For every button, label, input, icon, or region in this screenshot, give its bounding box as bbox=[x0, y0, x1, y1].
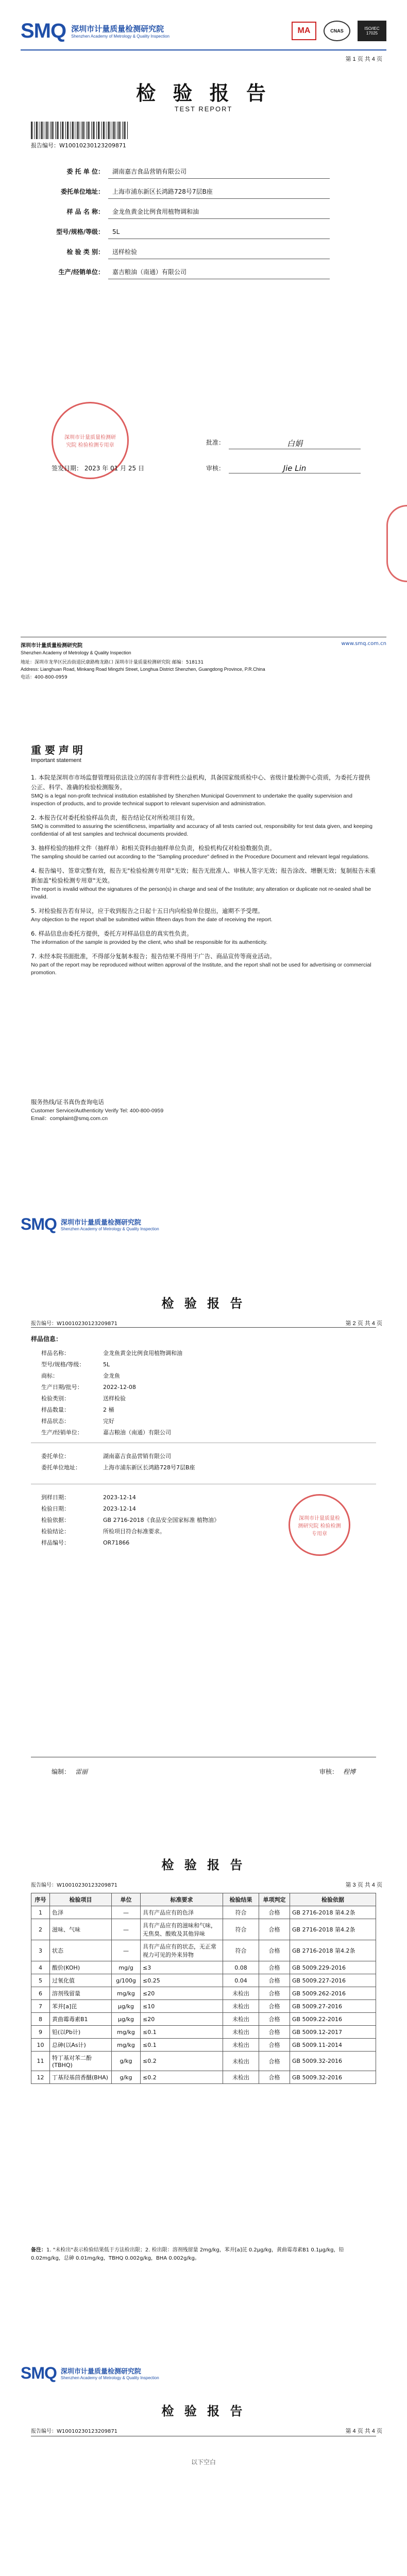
table-cell-judge: 合格 bbox=[259, 2071, 290, 2084]
page4-page-number: 第 4 页 共 4 页 bbox=[345, 2428, 382, 2434]
cma-mark bbox=[292, 22, 316, 40]
barcode bbox=[31, 122, 129, 139]
sample-field bbox=[41, 1359, 182, 1370]
field-value: 金龙鱼黄金比例食用植物调和油 bbox=[108, 205, 330, 219]
sample-field bbox=[41, 1370, 182, 1382]
table-cell-item: 苯并[a]芘 bbox=[50, 2000, 112, 2013]
table-cell-req: ≤0.1 bbox=[141, 2039, 223, 2052]
sample-field-label: 样品名称： bbox=[41, 1350, 70, 1357]
table-cell-no: 2 bbox=[31, 1919, 50, 1940]
footer-address-cn: 地址：深圳市龙华区民治街道民康路梅龙路口 深圳市计量质量检测研究院 邮编：518131 bbox=[21, 660, 204, 665]
table-cell-unit: g/kg bbox=[112, 2071, 141, 2084]
table-row bbox=[31, 1987, 376, 2000]
table-cell-judge: 合格 bbox=[259, 2026, 290, 2039]
field-value: 湖南嘉吉食品营销有限公司 bbox=[108, 165, 330, 179]
notice-item-cn: 7. 未经本院书面批准，不得部分复制本报告；报告结果不得用于广告、商品宣传等商业活动。 bbox=[31, 953, 276, 960]
page2-rule bbox=[31, 1327, 376, 1328]
test-field-label: 检验依据： bbox=[41, 1517, 70, 1523]
table-row bbox=[31, 2071, 376, 2084]
client-field bbox=[41, 1462, 195, 1473]
table-cell-result: 未检出 bbox=[223, 2000, 259, 2013]
field-label: 委托单位地址： bbox=[60, 188, 104, 195]
table-cell-method: GB 5009.11-2014 bbox=[290, 2039, 376, 2052]
cover-header bbox=[21, 15, 386, 46]
field-label: 委 托 单 位： bbox=[66, 168, 104, 175]
review-label: 审核： bbox=[206, 465, 225, 472]
client-field-label: 委托单位： bbox=[41, 1453, 70, 1460]
prep-block: 编制： 雷丽 bbox=[52, 1768, 88, 1775]
test-field bbox=[41, 1526, 219, 1537]
page4-header bbox=[21, 2365, 159, 2381]
table-cell-result: 未检出 bbox=[223, 2071, 259, 2084]
cover-field-test-type bbox=[31, 245, 330, 259]
table-row bbox=[31, 2000, 376, 2013]
sample-field-label: 型号/规格/等级： bbox=[41, 1361, 85, 1368]
institute-logo: SMQ bbox=[21, 1215, 57, 1233]
table-cell-req: ≤3 bbox=[141, 1961, 223, 1974]
sample-field-value: 完好 bbox=[103, 1418, 114, 1425]
table-row bbox=[31, 1961, 376, 1974]
cover-side-seal bbox=[386, 505, 407, 582]
table-cell-method: GB 5009.229-2016 bbox=[290, 1961, 376, 1974]
table-cell-unit: mg/kg bbox=[112, 2039, 141, 2052]
sample-field-value: 金龙鱼黄金比例食用植物调和油 bbox=[103, 1350, 182, 1357]
cover-fields bbox=[31, 165, 330, 279]
notice-item bbox=[31, 929, 376, 946]
sample-field-label: 生产日期/批号： bbox=[41, 1384, 83, 1391]
table-cell-no: 7 bbox=[31, 2000, 50, 2013]
page4-end-text: 以下空白 bbox=[191, 2459, 216, 2466]
table-cell-unit: μg/kg bbox=[112, 2013, 141, 2026]
client-field-value: 湖南嘉吉食品营销有限公司 bbox=[103, 1453, 171, 1460]
approve-label: 批准： bbox=[206, 439, 225, 446]
col-header: 检验结果 bbox=[223, 1893, 259, 1906]
table-cell-req: ≤0.2 bbox=[141, 2052, 223, 2071]
table-cell-method: GB 5009.227-2016 bbox=[290, 1974, 376, 1987]
table-row bbox=[31, 1974, 376, 1987]
table-cell-judge: 合格 bbox=[259, 1940, 290, 1961]
table-cell-no: 6 bbox=[31, 1987, 50, 2000]
table-cell-unit: μg/kg bbox=[112, 2000, 141, 2013]
report-number: W10010230123209871 bbox=[59, 142, 126, 149]
col-header: 单项判定 bbox=[259, 1893, 290, 1906]
table-cell-item: 总砷(以As计) bbox=[50, 2039, 112, 2052]
field-label: 型号/规格/等级： bbox=[56, 228, 104, 235]
inspection-seal-text: 深圳市计量质量检测研究院 检验检测专用章 bbox=[64, 435, 116, 448]
notice-item-en: No part of the report may be reproduced without written approval of the Institute, and the report shall not be used for advertising or commercial promotion. bbox=[31, 962, 371, 976]
table-cell-result: 0.04 bbox=[223, 1974, 259, 1987]
cover-title: 检 验 报 告 bbox=[136, 82, 271, 105]
table-row bbox=[31, 2026, 376, 2039]
sample-field-label: 样品数量： bbox=[41, 1406, 70, 1413]
table-cell-result: 符合 bbox=[223, 1906, 259, 1919]
col-header: 单位 bbox=[112, 1893, 141, 1906]
table-cell-result: 0.08 bbox=[223, 1961, 259, 1974]
table-cell-result: 未检出 bbox=[223, 2026, 259, 2039]
table-cell-item: 黄曲霉毒素B1 bbox=[50, 2013, 112, 2026]
table-cell-no: 9 bbox=[31, 2026, 50, 2039]
page2-page-number: 第 2 页 共 4 页 bbox=[345, 1320, 382, 1327]
table-cell-req: ≤0.2 bbox=[141, 2071, 223, 2084]
cover-field-client-address bbox=[31, 185, 330, 199]
cover-header-rule bbox=[21, 49, 386, 50]
table-cell-method: GB 2716-2018 第4.2条 bbox=[290, 1919, 376, 1940]
table-cell-req: 具有产品应有的色泽 bbox=[141, 1906, 223, 1919]
page2-seal-text: 深圳市计量质量检测研究院 检验检测专用章 bbox=[298, 1515, 341, 1537]
table-cell-item: 铅(以Pb计) bbox=[50, 2026, 112, 2039]
sample-field-label: 检验类别： bbox=[41, 1395, 70, 1402]
client-field-value: 上海市浦东新区长鸿路728号7层B座 bbox=[103, 1464, 195, 1471]
review-signature: Jie Lin bbox=[229, 464, 361, 473]
table-cell-judge: 合格 bbox=[259, 1987, 290, 2000]
notice-item bbox=[31, 952, 376, 977]
approve-signature: 白娟 bbox=[229, 438, 361, 449]
sign-date-block bbox=[52, 464, 144, 472]
notice-item-en: The sampling should be carried out according to the "Sampling procedure" defined in the Procedure Document and relevant legal regulations. bbox=[31, 854, 370, 860]
test-field-label: 检验结论： bbox=[41, 1528, 70, 1535]
table-cell-unit: g/kg bbox=[112, 2052, 141, 2071]
check-block: 审核： 程博 bbox=[319, 1768, 355, 1775]
page4-report-no: 报告编号：W10010230123209871 bbox=[31, 2429, 118, 2434]
table-cell-item: 色泽 bbox=[50, 1906, 112, 1919]
page2-signatures bbox=[52, 1767, 355, 1776]
table-cell-unit: g/100g bbox=[112, 1974, 141, 1987]
sample-field bbox=[41, 1382, 182, 1393]
notice-item-cn: 6. 样品信息由委托方提供，委托方对样品信息的真实性负责。 bbox=[31, 930, 193, 937]
page4-title: 检 验 报 告 bbox=[161, 2404, 246, 2418]
sample-field-value: 2022-12-08 bbox=[103, 1384, 136, 1391]
cover-page-number: 第 1 页 共 4 页 bbox=[345, 56, 382, 62]
table-cell-method: GB 5009.32-2016 bbox=[290, 2071, 376, 2084]
sample-field-value: 送样检验 bbox=[103, 1395, 126, 1402]
table-row bbox=[31, 2013, 376, 2026]
table-cell-no: 3 bbox=[31, 1940, 50, 1961]
test-field bbox=[41, 1537, 219, 1549]
col-header: 序号 bbox=[31, 1893, 50, 1906]
test-field-value: GB 2716-2018《食品安全国家标准 植物油》 bbox=[103, 1517, 220, 1523]
page2-seal bbox=[289, 1494, 350, 1556]
notice-title-en: Important statement bbox=[31, 757, 81, 764]
sample-field-value: 金龙鱼 bbox=[103, 1372, 120, 1379]
test-fields bbox=[41, 1492, 219, 1549]
table-cell-item: 溶剂残留量 bbox=[50, 1987, 112, 2000]
field-value: 5L bbox=[108, 225, 330, 239]
page2-title: 检 验 报 告 bbox=[161, 1296, 246, 1311]
table-cell-result: 未检出 bbox=[223, 2013, 259, 2026]
notice-item bbox=[31, 773, 376, 808]
page2-report-no: 报告编号：W10010230123209871 bbox=[31, 1321, 118, 1327]
table-cell-no: 5 bbox=[31, 1974, 50, 1987]
institute-name-cn: 深圳市计量质量检测研究院 bbox=[60, 2368, 141, 2376]
table-cell-judge: 合格 bbox=[259, 1974, 290, 1987]
sample-section-title: 样品信息： bbox=[31, 1335, 62, 1343]
col-header: 检验依据 bbox=[290, 1893, 376, 1906]
notice-item bbox=[31, 843, 376, 861]
sample-field bbox=[41, 1393, 182, 1404]
cnas-label: CNAS bbox=[330, 28, 344, 33]
cover-page bbox=[0, 0, 407, 706]
table-cell-item: 丁基羟基茴香醚(BHA) bbox=[50, 2071, 112, 2084]
notice-item-cn: 4. 报告编号、签章完整有效，报告无"检验检测专用章"无效；报告无批准人、审核人签字无效；报告涂改、增删无效；复制报告未重新加盖"检验检测专用章"无效。 bbox=[31, 867, 376, 884]
test-field-value: 2023-12-14 bbox=[103, 1494, 136, 1501]
table-cell-judge: 合格 bbox=[259, 1919, 290, 1940]
cover-title-en: TEST REPORT bbox=[174, 105, 233, 113]
notice-item bbox=[31, 813, 376, 838]
test-field-value: OR71866 bbox=[103, 1539, 130, 1546]
notice-item-en: Any objection to the report shall be submitted within fifteen days from the date of receiving the report. bbox=[31, 917, 273, 923]
institute-name-cn: 深圳市计量质量检测研究院 bbox=[60, 1219, 141, 1227]
iso-label: ISO/IEC 17025 bbox=[364, 26, 380, 36]
test-field-label: 检验日期： bbox=[41, 1505, 70, 1512]
sign-date: 2023 年 01 月 25 日 bbox=[84, 465, 144, 472]
prep-signature: 雷丽 bbox=[75, 1768, 88, 1775]
review-block bbox=[206, 464, 361, 473]
prep-label: 编制 bbox=[52, 1768, 64, 1775]
table-cell-method: GB 2716-2018 第4.2条 bbox=[290, 1940, 376, 1961]
table-cell-req: ≤20 bbox=[141, 1987, 223, 2000]
table-cell-result: 未检出 bbox=[223, 1987, 259, 2000]
footer-name-en: Shenzhen Academy of Metrology & Quality Inspection bbox=[21, 650, 131, 655]
check-label: 审核 bbox=[319, 1768, 332, 1775]
table-cell-req: ≤0.25 bbox=[141, 1974, 223, 1987]
table-cell-no: 12 bbox=[31, 2071, 50, 2084]
table-cell-item: 滋味、气味 bbox=[50, 1919, 112, 1940]
report-number-label: 报告编号： bbox=[31, 142, 59, 149]
table-cell-result: 未检出 bbox=[223, 2039, 259, 2052]
notice-contact bbox=[31, 1097, 163, 1123]
sample-field-label: 样品状态： bbox=[41, 1418, 70, 1425]
field-label: 检 验 类 别： bbox=[66, 248, 104, 256]
field-label: 样 品 名 称： bbox=[66, 208, 104, 215]
institute-name-en: Shenzhen Academy of Metrology & Quality Inspection bbox=[60, 2376, 159, 2380]
sample-field-value: 5L bbox=[103, 1361, 110, 1368]
test-field bbox=[41, 1515, 219, 1526]
table-cell-judge: 合格 bbox=[259, 2000, 290, 2013]
table-cell-item: 特丁基对苯二酚(TBHQ) bbox=[50, 2052, 112, 2071]
table-cell-unit: mg/g bbox=[112, 1961, 141, 1974]
table-cell-req: ≤0.1 bbox=[141, 2026, 223, 2039]
table-cell-unit: mg/kg bbox=[112, 2026, 141, 2039]
table-row bbox=[31, 1919, 376, 1940]
page3-title: 检 验 报 告 bbox=[161, 1858, 246, 1872]
table-row bbox=[31, 1940, 376, 1961]
table-cell-no: 11 bbox=[31, 2052, 50, 2071]
sign-date-label: 签发日期： bbox=[52, 465, 83, 472]
notice-item-en: SMQ is a legal non-profit technical institution established by Shenzhen Municipal Government to undertake the quality supervision and inspection of products, and to provide technical support to relevant supervision and administration. bbox=[31, 793, 352, 807]
table-cell-method: GB 5009.22-2016 bbox=[290, 2013, 376, 2026]
table-cell-method: GB 5009.32-2016 bbox=[290, 2052, 376, 2071]
field-label: 生产/经销单位： bbox=[58, 268, 104, 276]
cma-label: MA bbox=[297, 26, 311, 35]
notice-footer-logo bbox=[21, 1216, 159, 1232]
table-cell-method: GB 5009.12-2017 bbox=[290, 2026, 376, 2039]
table-cell-item: 酸价(KOH) bbox=[50, 1961, 112, 1974]
table-cell-no: 8 bbox=[31, 2013, 50, 2026]
table-cell-no: 4 bbox=[31, 1961, 50, 1974]
cover-field-manufacturer bbox=[31, 265, 330, 279]
notice-item-en: The information of the sample is provided by the client, who shall be responsible for its authenticity. bbox=[31, 939, 268, 945]
table-cell-req: ≤20 bbox=[141, 2013, 223, 2026]
test-field-value: 2023-12-14 bbox=[103, 1505, 136, 1512]
col-header: 检验项目 bbox=[50, 1893, 112, 1906]
notice-list bbox=[31, 773, 376, 982]
field-value: 嘉吉粮油（南通）有限公司 bbox=[108, 265, 330, 279]
notice-item-cn: 3. 抽样检验的抽样文件（抽样单）和相关资料由抽样单位负责，检验机构仅对检验数据负责。 bbox=[31, 844, 276, 852]
table-cell-method: GB 2716-2018 第4.2条 bbox=[290, 1906, 376, 1919]
table-cell-unit: mg/kg bbox=[112, 1987, 141, 2000]
institute-logo: SMQ bbox=[21, 2364, 57, 2382]
table-row bbox=[31, 2039, 376, 2052]
results-note bbox=[31, 2246, 376, 2263]
page-4 bbox=[0, 2354, 407, 2576]
table-cell-method: GB 5009.27-2016 bbox=[290, 2000, 376, 2013]
report-number-line bbox=[31, 141, 126, 149]
client-field-label: 委托单位地址： bbox=[41, 1464, 81, 1471]
contact-tel: Customer Service/Authenticity Verify Tel: 400-800-0959 bbox=[31, 1108, 164, 1114]
notice-page bbox=[0, 706, 407, 1273]
sample-field bbox=[41, 1427, 182, 1438]
iso-mark bbox=[358, 21, 386, 41]
sample-field-label: 生产/经销单位： bbox=[41, 1429, 83, 1436]
table-cell-unit: — bbox=[112, 1906, 141, 1919]
table-row bbox=[31, 2052, 376, 2071]
test-field-label: 样品编号： bbox=[41, 1539, 70, 1546]
sample-field-label: 商标： bbox=[41, 1372, 58, 1379]
institute-name-en: Shenzhen Academy of Metrology & Quality Inspection bbox=[71, 34, 169, 39]
cover-field-sample-name bbox=[31, 205, 330, 219]
notice-item bbox=[31, 866, 376, 901]
institute-logo: SMQ bbox=[21, 20, 66, 42]
page3-page-number: 第 3 页 共 4 页 bbox=[345, 1882, 382, 1888]
table-cell-unit: — bbox=[112, 1940, 141, 1961]
notice-item-cn: 2. 本报告仅对委托检验样品负责，报告结论仅对所检项目有效。 bbox=[31, 814, 199, 821]
table-cell-judge: 合格 bbox=[259, 2052, 290, 2071]
page-2 bbox=[0, 1273, 407, 1839]
notice-item-cn: 5. 对检验报告若有异议，应于收到报告之日起十五日内向检验单位提出，逾期不予受理。 bbox=[31, 907, 264, 914]
table-cell-result: 未检出 bbox=[223, 2052, 259, 2071]
table-cell-no: 1 bbox=[31, 1906, 50, 1919]
client-fields bbox=[41, 1451, 195, 1473]
results-table bbox=[31, 1893, 376, 2084]
table-cell-req: 具有产品应有的状态，无正常视力可见的外来异物 bbox=[141, 1940, 223, 1961]
notice-item-en: SMQ is committed to assuring the scientificness, impartiality and accuracy of all tests carried out, responsibility for test data given, and keeping confidential of all test samples and technical documents provided. bbox=[31, 823, 372, 837]
cnas-mark bbox=[324, 21, 350, 41]
field-value: 送样检验 bbox=[108, 245, 330, 259]
footer-website[interactable]: www.smq.com.cn bbox=[341, 641, 386, 647]
test-field-label: 到样日期： bbox=[41, 1494, 70, 1501]
sample-fields bbox=[41, 1348, 182, 1438]
table-cell-result: 符合 bbox=[223, 1919, 259, 1940]
notice-item-en: The report is invalid without the signatures of the person(s) in charge and seal of the Institute; any alteration or duplicate not re-sealed shall be invalid. bbox=[31, 886, 371, 900]
check-signature: 程博 bbox=[343, 1768, 355, 1775]
table-cell-item: 状态 bbox=[50, 1940, 112, 1961]
page3-report-no: 报告编号：W10010230123209871 bbox=[31, 1883, 118, 1888]
contact-email[interactable]: Email：complaint@smq.com.cn bbox=[31, 1115, 108, 1122]
note-text: 1. "未检出"表示检验结果低于方法检出限；2. 检出限：溶剂残留量 2mg/kg，苯并[a]芘 0.2μg/kg，黄曲霉毒素B1 0.1μg/kg，铅 0.02mg/kg，总砷 0.01mg/kg，TBHQ 0.002g/kg，BHA 0.002g/kg。 bbox=[31, 2247, 344, 2261]
footer-tel: 电话：400-800-0959 bbox=[21, 675, 67, 680]
field-value: 上海市浦东新区长鸿路728号7层B座 bbox=[108, 185, 330, 199]
col-header: 标准要求 bbox=[141, 1893, 223, 1906]
table-cell-req: 具有产品应有的滋味和气味，无焦臭、酸败及其他异味 bbox=[141, 1919, 223, 1940]
test-field bbox=[41, 1503, 219, 1515]
notice-title: 重 要 声 明 bbox=[31, 744, 83, 756]
results-header-row bbox=[31, 1893, 376, 1906]
contact-title: 服务热线/证书真伪查询电话 bbox=[31, 1098, 104, 1106]
sample-field bbox=[41, 1348, 182, 1359]
institute-name-en: Shenzhen Academy of Metrology & Quality Inspection bbox=[60, 1227, 159, 1231]
cover-footer bbox=[21, 641, 386, 680]
notice-item bbox=[31, 906, 376, 924]
sample-field-value: 嘉吉粮油（南通）有限公司 bbox=[103, 1429, 171, 1436]
note-label: 备注： bbox=[31, 2247, 46, 2253]
cover-field-client bbox=[31, 165, 330, 179]
footer-address-en: Address: Lianghuan Road, Minkang Road Mingzhi Street, Longhua District Shenzhen, Guangdong Province, P.R.China bbox=[21, 667, 265, 672]
test-field bbox=[41, 1492, 219, 1503]
table-cell-req: ≤10 bbox=[141, 2000, 223, 2013]
page-3 bbox=[0, 1839, 407, 2354]
table-cell-item: 过氧化值 bbox=[50, 1974, 112, 1987]
table-cell-method: GB 5009.262-2016 bbox=[290, 1987, 376, 2000]
table-cell-no: 10 bbox=[31, 2039, 50, 2052]
institute-name-cn: 深圳市计量质量检测研究院 bbox=[71, 24, 164, 33]
sample-field bbox=[41, 1404, 182, 1416]
table-cell-judge: 合格 bbox=[259, 1961, 290, 1974]
approve-block bbox=[206, 438, 361, 449]
notice-item-cn: 1. 本院是深圳市市场监督管理局依法设立的国有非营利性公益机构，具备国家级质检中心、省级计量检测中心资质，为委托方提供公正、科学、准确的检验检测服务。 bbox=[31, 774, 370, 791]
table-cell-judge: 合格 bbox=[259, 2039, 290, 2052]
cover-field-model bbox=[31, 225, 330, 239]
test-field-value: 所检项目符合标准要求。 bbox=[103, 1528, 165, 1535]
table-cell-result: 符合 bbox=[223, 1940, 259, 1961]
table-cell-judge: 合格 bbox=[259, 1906, 290, 1919]
client-field bbox=[41, 1451, 195, 1462]
table-cell-judge: 合格 bbox=[259, 2013, 290, 2026]
footer-name-cn: 深圳市计量质量检测研究院 bbox=[21, 643, 82, 649]
sample-field bbox=[41, 1416, 182, 1427]
table-cell-unit: — bbox=[112, 1919, 141, 1940]
sample-field-value: 2 桶 bbox=[103, 1406, 114, 1413]
table-row bbox=[31, 1906, 376, 1919]
